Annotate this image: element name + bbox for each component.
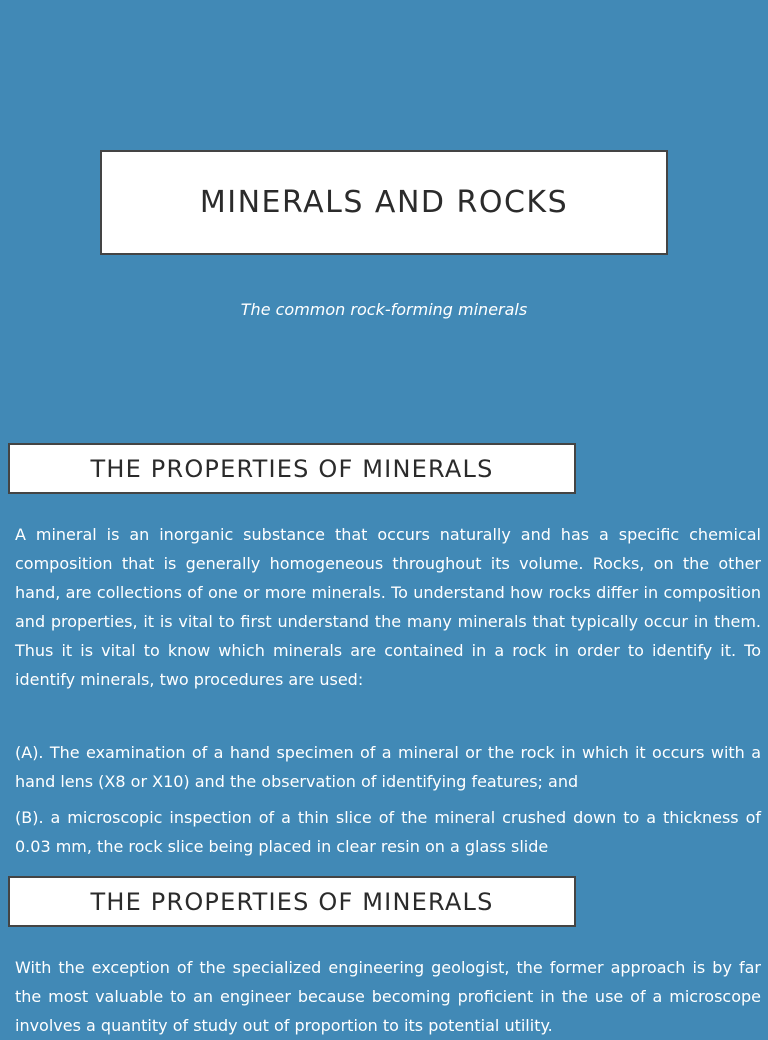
paragraph-intro: A mineral is an inorganic substance that occurs naturally and has a specific chemical composition that is generally homogeneous throughout its volume. Rocks, on the other hand, are collections of one or more minerals. To understand how rocks differ in composition and properties, it is vital to first understand the many minerals that typically occur in them. Thus it is vital to know which minerals are contained in a rock in order to identify it. To identify minerals, two procedures are used: — [15, 525, 761, 689]
title-box — [100, 150, 668, 255]
section-heading-box-1 — [8, 443, 576, 494]
page-subtitle: The common rock-forming minerals — [240, 300, 528, 319]
section-heading-box-2 — [8, 876, 576, 927]
paragraph-procedure-a: (A). The examination of a hand specimen of a mineral or the rock in which it occurs with a hand lens (X8 or X10) and the observation of identifying features; and — [15, 743, 761, 791]
paragraph-procedure-b: (B). a microscopic inspection of a thin slice of the mineral crushed down to a thickness of 0.03 mm, the rock slice being placed in clear resin on a glass slide — [15, 808, 761, 856]
section-heading-2: THE PROPERTIES OF MINERALS — [90, 887, 494, 916]
section-heading-1: THE PROPERTIES OF MINERALS — [90, 454, 494, 483]
page-title: MINERALS AND ROCKS — [199, 185, 569, 220]
paragraph-approach: With the exception of the specialized engineering geologist, the former approach is by far the most valuable to an engineer because becoming proficient in the use of a microscope involves a quantity of study out of proportion to its potential utility. — [15, 958, 761, 1035]
